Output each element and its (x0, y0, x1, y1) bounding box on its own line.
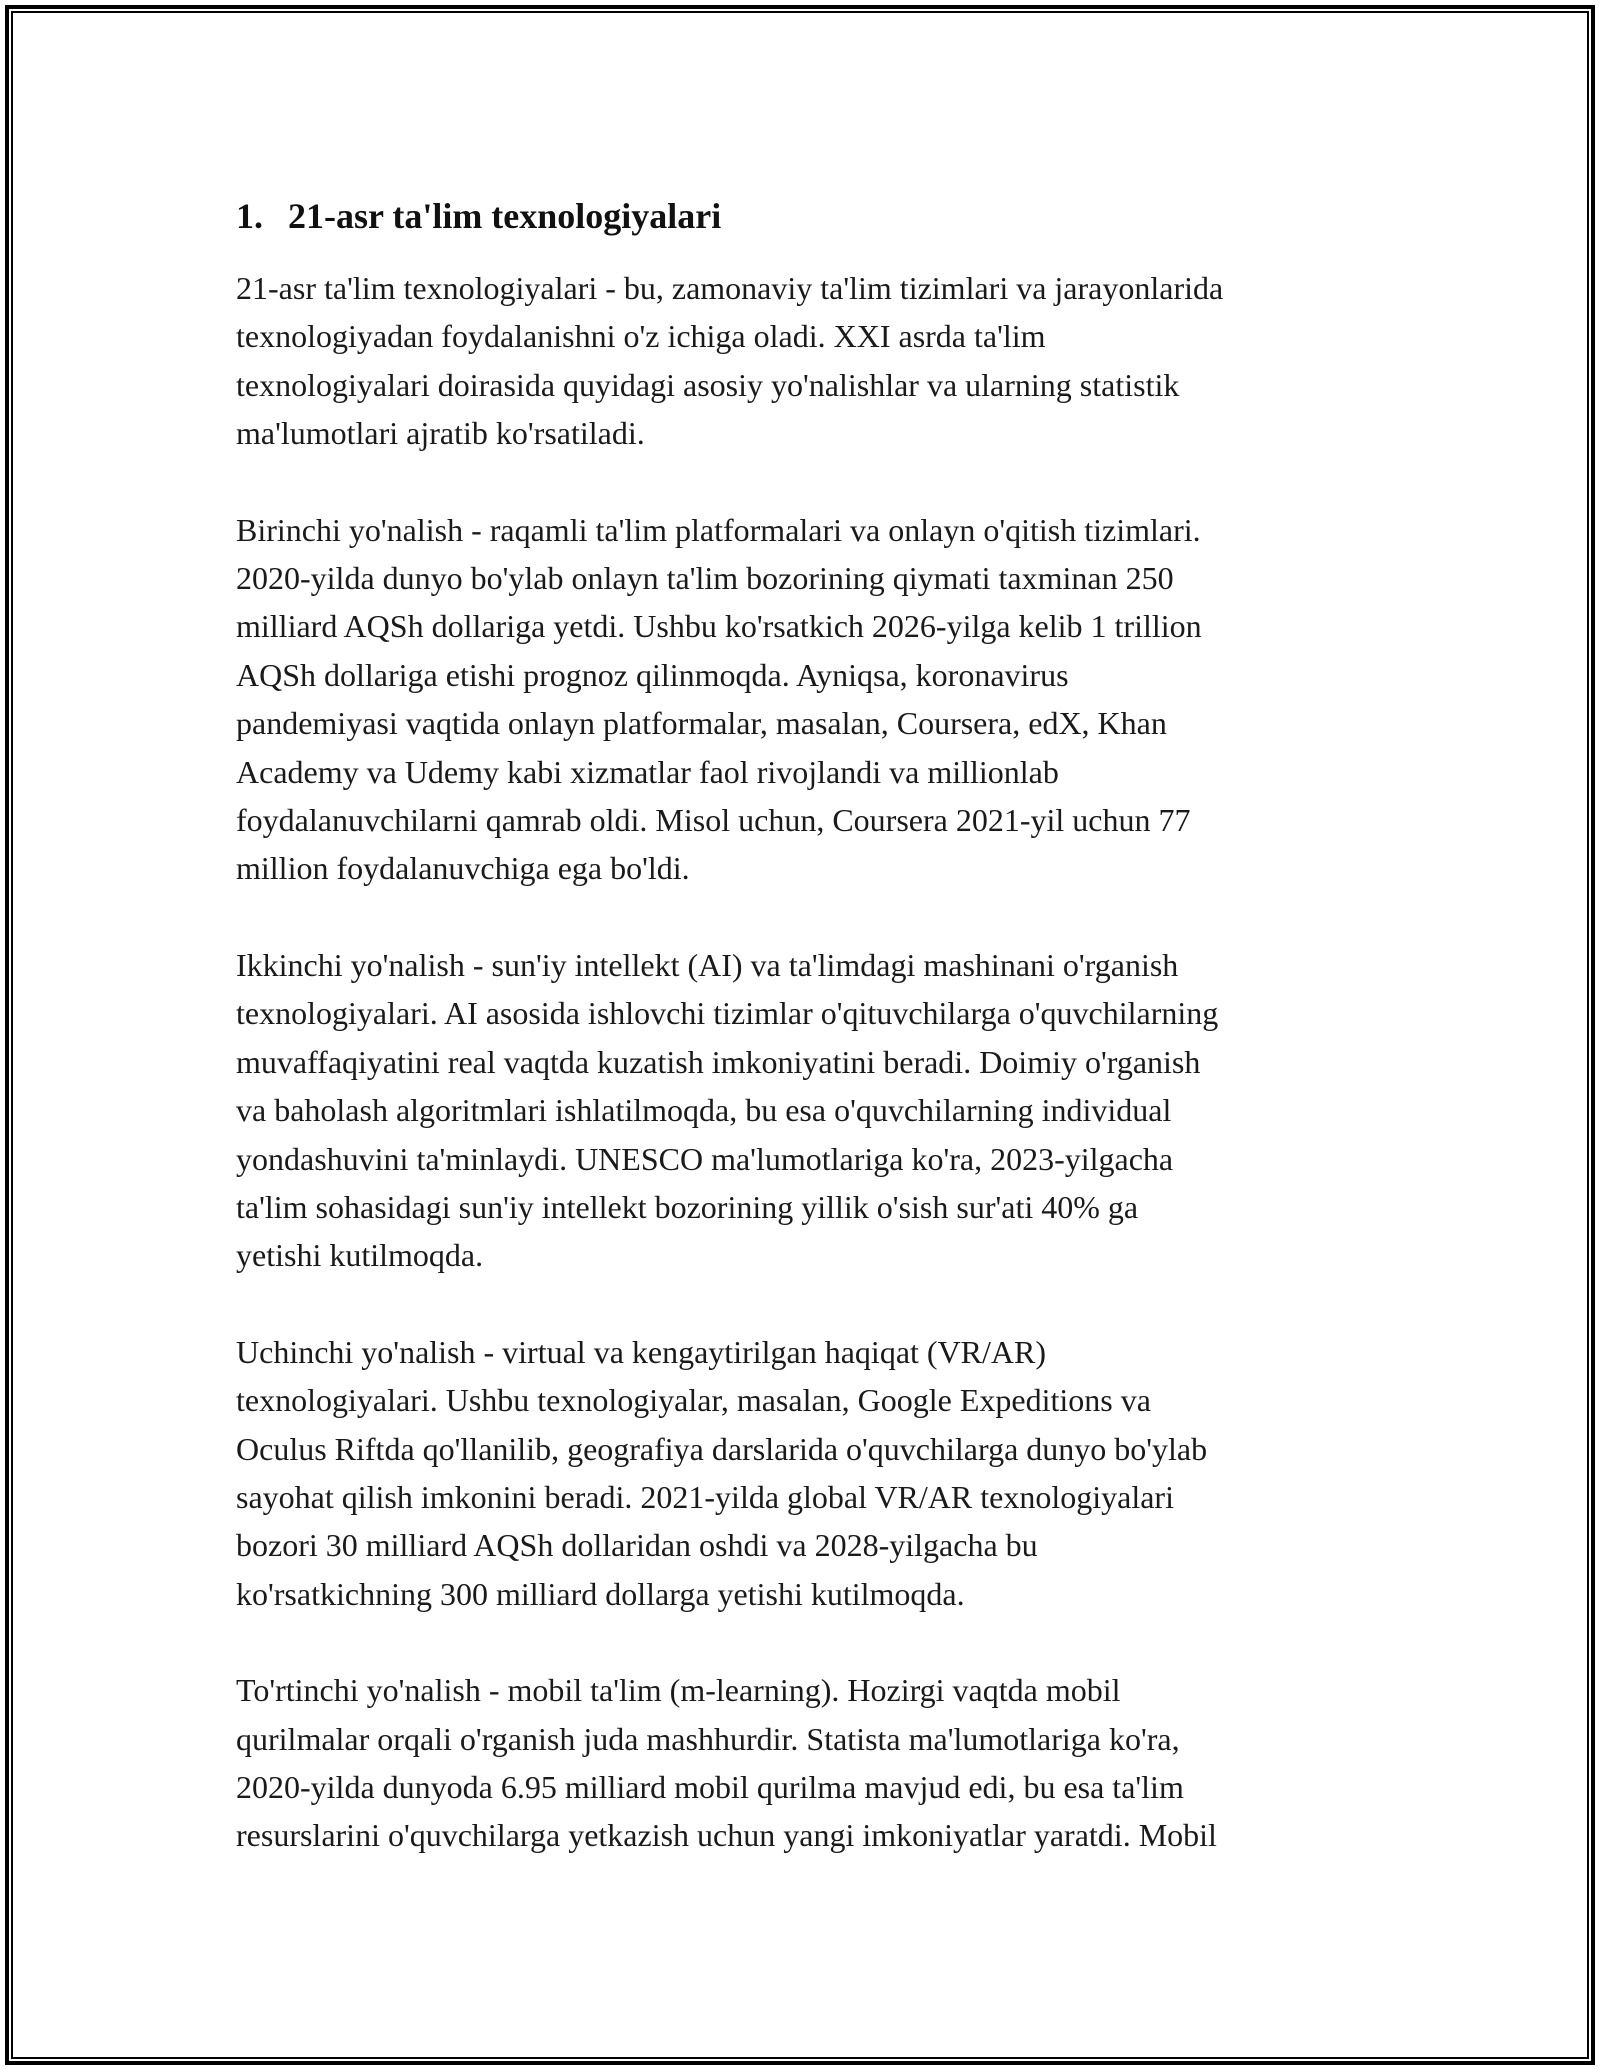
document-body (236, 188, 1376, 1908)
text-line: yondashuvini ta'minlaydi. UNESCO ma'lumotlariga ko'ra, 2023-yilgacha (236, 1140, 1174, 1177)
text-line: resurslarini o'quvchilarga yetkazish uchun yangi imkoniyatlar yaratdi. Mobil (236, 1817, 1217, 1854)
text-line: million foydalanuvchiga ega bo'ldi. (236, 850, 690, 887)
text-line: yetishi kutilmoqda. (236, 1237, 484, 1274)
section-number: 1. (236, 196, 263, 236)
paragraph-first-direction (236, 506, 1376, 893)
text-line: Academy va Udemy kabi xizmatlar faol rivojlandi va millionlab (236, 753, 1059, 790)
text-line: To'rtinchi yo'nalish - mobil ta'lim (m-learning). Hozirgi vaqtda mobil (236, 1672, 1121, 1709)
paragraph-third-direction (236, 1328, 1376, 1618)
text-line: 21-asr ta'lim texnologiyalari - bu, zamonaviy ta'lim tizimlari va jarayonlarida (236, 270, 1224, 306)
text-line: ma'lumotlari ajratib ko'rsatiladi. (236, 415, 645, 452)
text-line: sayohat qilish imkonini beradi. 2021-yilda global VR/AR texnologiyalari (236, 1478, 1174, 1515)
text-line: texnologiyadan foydalanishni o'z ichiga oladi. XXI asrda ta'lim (236, 318, 1046, 355)
text-line: bozori 30 milliard AQSh dollaridan oshdi va 2028-yilgacha bu (236, 1527, 1038, 1564)
text-line: muvaffaqiyatini real vaqtda kuzatish imkoniyatini beradi. Doimiy o'rganish (236, 1043, 1201, 1080)
text-line: Oculus Riftda qo'llanilib, geografiya darslarida o'quvchilarga dunyo bo'ylab (236, 1430, 1208, 1467)
text-line: qurilmalar orqali o'rganish juda mashhurdir. Statista ma'lumotlariga ko'ra, (236, 1720, 1180, 1757)
text-line: milliard AQSh dollariga yetdi. Ushbu ko'rsatkich 2026-yilga kelib 1 trillion (236, 608, 1202, 645)
section-heading (236, 188, 1376, 244)
text-line: 2020-yilda dunyo bo'ylab onlayn ta'lim bozorining qiymati taxminan 250 (236, 560, 1174, 597)
text-line: Ikkinchi yo'nalish - sun'iy intellekt (AI) va ta'limdagi mashinani o'rganish (236, 946, 1179, 983)
text-line: ko'rsatkichning 300 milliard dollarga yetishi kutilmoqda. (236, 1575, 965, 1612)
text-line: pandemiyasi vaqtida onlayn platformalar, masalan, Coursera, edX, Khan (236, 705, 1167, 742)
section-title: 21-asr ta'lim texnologiyalari (288, 196, 722, 236)
text-line: AQSh dollariga etishi prognoz qilinmoqda. Ayniqsa, koronavirus (236, 656, 1069, 693)
text-line: foydalanuvchilarni qamrab oldi. Misol uchun, Coursera 2021-yil uchun 77 (236, 802, 1191, 839)
paragraph-intro (236, 264, 1376, 458)
text-line: texnologiyalari. Ushbu texnologiyalar, masalan, Google Expeditions va (236, 1382, 1151, 1419)
text-line: Birinchi yo'nalish - raqamli ta'lim platformalari va onlayn o'qitish tizimlari. (236, 511, 1201, 548)
text-line: ta'lim sohasidagi sun'iy intellekt bozorining yillik o'sish sur'ati 40% ga (236, 1188, 1139, 1225)
paragraph-fourth-direction (236, 1666, 1376, 1860)
text-line: texnologiyalari doirasida quyidagi asosiy yo'nalishlar va ularning statistik (236, 366, 1180, 403)
text-line: texnologiyalari. AI asosida ishlovchi tizimlar o'qituvchilarga o'quvchilarning (236, 995, 1219, 1032)
paragraph-second-direction (236, 941, 1376, 1280)
text-line: Uchinchi yo'nalish - virtual va kengaytirilgan haqiqat (VR/AR) (236, 1333, 1047, 1370)
text-line: va baholash algoritmlari ishlatilmoqda, bu esa o'quvchilarning individual (236, 1092, 1172, 1129)
text-line: 2020-yilda dunyoda 6.95 milliard mobil qurilma mavjud edi, bu esa ta'lim (236, 1768, 1184, 1805)
